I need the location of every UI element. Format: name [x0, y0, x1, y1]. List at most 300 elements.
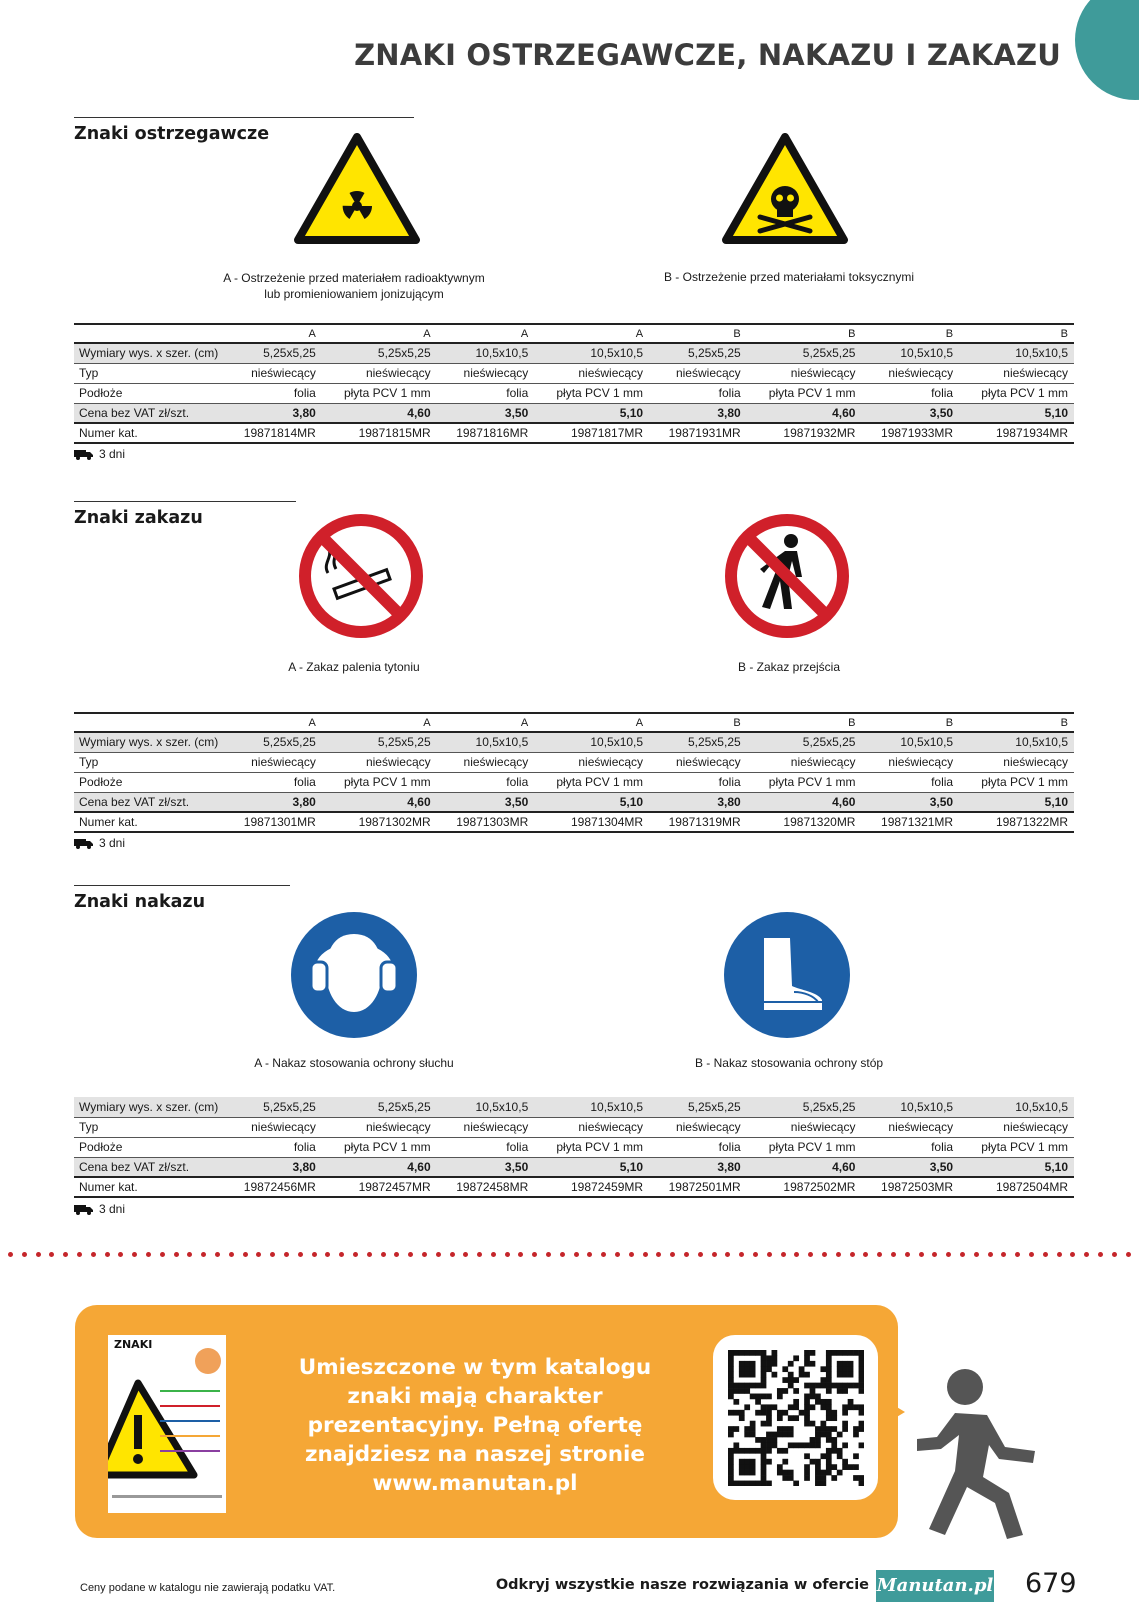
- divider-dot: [132, 1252, 137, 1257]
- variant-letter: A: [322, 324, 437, 343]
- substrate-value: folia: [649, 383, 747, 403]
- section-warning: [74, 117, 1074, 461]
- type-value: nieświecący: [959, 1117, 1074, 1137]
- price-value: 3,50: [437, 1157, 535, 1177]
- divider-dot: [725, 1252, 730, 1257]
- price-value: 3,50: [437, 403, 535, 423]
- sign-caption-a: A - Nakaz stosowania ochrony słuchu: [254, 1056, 454, 1070]
- variant-letter: A: [437, 713, 535, 732]
- divider-dot: [601, 1252, 606, 1257]
- table-row: [74, 1117, 1074, 1137]
- section-rule: [74, 885, 290, 886]
- promo-pointer: [885, 1400, 905, 1424]
- type-value: nieświecący: [534, 363, 649, 383]
- catalog-number: 19872504MR: [959, 1177, 1074, 1197]
- spec-table: [74, 712, 1074, 833]
- sign-caption-b: B - Zakaz przejścia: [737, 660, 841, 674]
- dimension-value: 5,25x5,25: [224, 343, 322, 363]
- divider-dot: [422, 1252, 427, 1257]
- type-value: nieświecący: [224, 752, 322, 772]
- section-rule: [74, 501, 296, 502]
- section-rule: [74, 117, 414, 118]
- dimension-value: 5,25x5,25: [747, 343, 862, 363]
- divider-dot: [298, 1252, 303, 1257]
- price-value: 3,50: [861, 1157, 959, 1177]
- divider-dot: [505, 1252, 510, 1257]
- row-label: Wymiary wys. x szer. (cm): [74, 343, 224, 363]
- price-value: 3,80: [224, 403, 322, 423]
- type-value: nieświecący: [649, 363, 747, 383]
- dimension-value: 10,5x10,5: [534, 732, 649, 752]
- divider-dot: [118, 1252, 123, 1257]
- type-value: nieświecący: [861, 1117, 959, 1137]
- type-value: nieświecący: [747, 1117, 862, 1137]
- catalog-number: 19871814MR: [224, 423, 322, 443]
- section-title: Znaki zakazu: [74, 508, 203, 528]
- dimension-value: 5,25x5,25: [649, 732, 747, 752]
- divider-dot: [270, 1252, 275, 1257]
- type-value: nieświecący: [437, 752, 535, 772]
- divider-dot: [988, 1252, 993, 1257]
- dimension-value: 10,5x10,5: [437, 343, 535, 363]
- catalog-number: 19871931MR: [649, 423, 747, 443]
- price-value: 5,10: [534, 792, 649, 812]
- price-value: 3,50: [861, 792, 959, 812]
- dimension-value: 10,5x10,5: [534, 1097, 649, 1117]
- divider-dot: [587, 1252, 592, 1257]
- spec-table: [74, 323, 1074, 444]
- divider-dot: [1001, 1252, 1006, 1257]
- divider-dot: [615, 1252, 620, 1257]
- divider-dot: [63, 1252, 68, 1257]
- divider-dot: [312, 1252, 317, 1257]
- dimension-value: 10,5x10,5: [959, 343, 1074, 363]
- divider-dot: [1029, 1252, 1034, 1257]
- catalog-number: 19871321MR: [861, 812, 959, 832]
- price-value: 5,10: [534, 403, 649, 423]
- substrate-value: folia: [224, 1137, 322, 1157]
- row-label: Podłoże: [74, 772, 224, 792]
- variant-letter: A: [322, 713, 437, 732]
- divider-dot: [656, 1252, 661, 1257]
- variant-letter: A: [224, 713, 322, 732]
- catalog-cover-thumbnail: [108, 1335, 226, 1513]
- delivery-info: [74, 836, 125, 850]
- caption-line: A - Ostrzeżenie przed materiałem radioaktywnym: [223, 271, 485, 285]
- page-title: ZNAKI OSTRZEGAWCZE, NAKAZU I ZAKAZU: [354, 38, 1061, 72]
- table-row: [74, 752, 1074, 772]
- divider-dot: [767, 1252, 772, 1257]
- catalog-number: 19871934MR: [959, 423, 1074, 443]
- divider-dot: [891, 1252, 896, 1257]
- catalog-number: 19872456MR: [224, 1177, 322, 1197]
- catalog-number: 19871304MR: [534, 812, 649, 832]
- substrate-value: folia: [649, 1137, 747, 1157]
- type-value: nieświecący: [534, 752, 649, 772]
- table-row: [74, 324, 1074, 343]
- divider-dot: [243, 1252, 248, 1257]
- sign-caption-b: B - Ostrzeżenie przed materiałami toksycznymi: [663, 270, 915, 284]
- substrate-value: płyta PCV 1 mm: [534, 772, 649, 792]
- catalog-number: 19871303MR: [437, 812, 535, 832]
- divider-dot: [643, 1252, 648, 1257]
- qr-code-box: [713, 1335, 878, 1500]
- price-value: 5,10: [959, 1157, 1074, 1177]
- catalog-number: 19872501MR: [649, 1177, 747, 1197]
- delivery-info: [74, 447, 125, 461]
- substrate-value: płyta PCV 1 mm: [959, 383, 1074, 403]
- price-value: 3,80: [649, 1157, 747, 1177]
- table-row: [74, 403, 1074, 423]
- dimension-value: 10,5x10,5: [959, 1097, 1074, 1117]
- table-row: [74, 343, 1074, 363]
- type-value: nieświecący: [224, 363, 322, 383]
- type-value: nieświecący: [437, 1117, 535, 1137]
- divider-dot: [1126, 1252, 1131, 1257]
- price-value: 4,60: [747, 792, 862, 812]
- row-label: Wymiary wys. x szer. (cm): [74, 1097, 224, 1117]
- substrate-value: folia: [224, 383, 322, 403]
- dimension-value: 10,5x10,5: [534, 343, 649, 363]
- promo-banner: [75, 1305, 898, 1538]
- footer-cta: Odkryj wszystkie nasze rozwiązania w ofercie: [495, 1577, 869, 1593]
- price-value: 4,60: [322, 1157, 437, 1177]
- price-value: 4,60: [322, 792, 437, 812]
- divider-dot: [450, 1252, 455, 1257]
- table-row: [74, 1177, 1074, 1197]
- delivery-time: 3 dni: [99, 836, 126, 850]
- catalog-number: 19872502MR: [747, 1177, 862, 1197]
- variant-letter: B: [959, 713, 1074, 732]
- price-value: 3,80: [224, 792, 322, 812]
- row-label: [74, 324, 224, 343]
- divider-dot: [77, 1252, 82, 1257]
- dimension-value: 10,5x10,5: [437, 732, 535, 752]
- catalog-number: 19871320MR: [747, 812, 862, 832]
- dimension-value: 5,25x5,25: [649, 343, 747, 363]
- delivery-info: [74, 1202, 125, 1216]
- divider-dot: [684, 1252, 689, 1257]
- divider-dot: [463, 1252, 468, 1257]
- divider-dot: [339, 1252, 344, 1257]
- truck-icon: [74, 838, 94, 849]
- brand-logo[interactable]: Manutan.pl: [876, 1570, 994, 1602]
- catalog-number: 19872459MR: [534, 1177, 649, 1197]
- divider-dot: [215, 1252, 220, 1257]
- price-value: 4,60: [322, 403, 437, 423]
- divider-dot: [1084, 1252, 1089, 1257]
- divider-dot: [960, 1252, 965, 1257]
- catalog-number: 19871933MR: [861, 423, 959, 443]
- table-row: [74, 713, 1074, 732]
- type-value: nieświecący: [861, 752, 959, 772]
- divider-dot: [974, 1252, 979, 1257]
- divider-dot: [794, 1252, 799, 1257]
- table-row: [74, 792, 1074, 812]
- catalog-number: 19871816MR: [437, 423, 535, 443]
- dotted-divider: [0, 1252, 1139, 1262]
- divider-dot: [629, 1252, 634, 1257]
- divider-dot: [739, 1252, 744, 1257]
- catalog-number: 19871302MR: [322, 812, 437, 832]
- catalog-number: 19871817MR: [534, 423, 649, 443]
- catalog-number: 19871319MR: [649, 812, 747, 832]
- divider-dot: [905, 1252, 910, 1257]
- type-value: nieświecący: [534, 1117, 649, 1137]
- section-prohibition: [74, 501, 1074, 850]
- divider-dot: [946, 1252, 951, 1257]
- catalog-number: 19871301MR: [224, 812, 322, 832]
- substrate-value: folia: [861, 383, 959, 403]
- substrate-value: płyta PCV 1 mm: [534, 383, 649, 403]
- type-value: nieświecący: [322, 752, 437, 772]
- row-label: Typ: [74, 752, 224, 772]
- dimension-value: 5,25x5,25: [322, 1097, 437, 1117]
- substrate-value: folia: [861, 1137, 959, 1157]
- price-value: 3,80: [224, 1157, 322, 1177]
- catalog-number: 19871815MR: [322, 423, 437, 443]
- table-row: [74, 812, 1074, 832]
- divider-dot: [932, 1252, 937, 1257]
- catalog-number: 19872457MR: [322, 1177, 437, 1197]
- divider-dot: [174, 1252, 179, 1257]
- running-man-icon: [905, 1365, 1075, 1545]
- dimension-value: 10,5x10,5: [861, 1097, 959, 1117]
- substrate-value: folia: [437, 772, 535, 792]
- variant-letter: A: [224, 324, 322, 343]
- divider-dot: [560, 1252, 565, 1257]
- divider-dot: [712, 1252, 717, 1257]
- divider-dot: [1098, 1252, 1103, 1257]
- substrate-value: folia: [649, 772, 747, 792]
- type-value: nieświecący: [861, 363, 959, 383]
- type-value: nieświecący: [747, 752, 862, 772]
- delivery-time: 3 dni: [99, 1202, 126, 1216]
- type-value: nieświecący: [649, 752, 747, 772]
- divider-dot: [836, 1252, 841, 1257]
- row-label: Numer kat.: [74, 1177, 224, 1197]
- substrate-value: płyta PCV 1 mm: [747, 772, 862, 792]
- divider-dot: [1015, 1252, 1020, 1257]
- divider-dot: [353, 1252, 358, 1257]
- substrate-value: folia: [861, 772, 959, 792]
- substrate-value: płyta PCV 1 mm: [959, 1137, 1074, 1157]
- type-value: nieświecący: [959, 363, 1074, 383]
- variant-letter: B: [861, 324, 959, 343]
- divider-dot: [781, 1252, 786, 1257]
- divider-dot: [394, 1252, 399, 1257]
- dimension-value: 5,25x5,25: [322, 343, 437, 363]
- table-row: [74, 732, 1074, 752]
- row-label: Typ: [74, 363, 224, 383]
- variant-letter: A: [534, 324, 649, 343]
- row-label: Numer kat.: [74, 423, 224, 443]
- divider-dot: [1070, 1252, 1075, 1257]
- catalog-cover-title: ZNAKI: [114, 1338, 153, 1351]
- price-value: 5,10: [959, 792, 1074, 812]
- variant-letter: B: [747, 324, 862, 343]
- substrate-value: płyta PCV 1 mm: [959, 772, 1074, 792]
- section-title: Znaki ostrzegawcze: [74, 124, 270, 144]
- type-value: nieświecący: [224, 1117, 322, 1137]
- foot-protection-sign: [722, 910, 852, 1040]
- type-value: nieświecący: [747, 363, 862, 383]
- divider-dot: [201, 1252, 206, 1257]
- sign-caption-b: B - Nakaz stosowania ochrony stóp: [694, 1056, 884, 1070]
- row-label: Typ: [74, 1117, 224, 1137]
- table-row: [74, 363, 1074, 383]
- type-value: nieświecący: [437, 363, 535, 383]
- substrate-value: płyta PCV 1 mm: [322, 1137, 437, 1157]
- divider-dot: [160, 1252, 165, 1257]
- row-label: Wymiary wys. x szer. (cm): [74, 732, 224, 752]
- divider-dot: [1043, 1252, 1048, 1257]
- price-value: 5,10: [534, 1157, 649, 1177]
- row-label: Numer kat.: [74, 812, 224, 832]
- variant-letter: B: [959, 324, 1074, 343]
- divider-dot: [105, 1252, 110, 1257]
- no-entry-pedestrian-sign: [722, 511, 852, 641]
- table-row: [74, 1097, 1074, 1117]
- catalog-number: 19871322MR: [959, 812, 1074, 832]
- row-label: Cena bez VAT zł/szt.: [74, 792, 224, 812]
- truck-icon: [74, 449, 94, 460]
- divider-dot: [36, 1252, 41, 1257]
- divider-dot: [670, 1252, 675, 1257]
- substrate-value: płyta PCV 1 mm: [747, 1137, 862, 1157]
- dimension-value: 5,25x5,25: [747, 732, 862, 752]
- promo-text: Umieszczone w tym katalogu znaki mają charakter prezentacyjny. Pełną ofertę znajdziesz na naszej stronie www.manutan.pl: [298, 1355, 652, 1496]
- substrate-value: folia: [437, 1137, 535, 1157]
- divider-dot: [1112, 1252, 1117, 1257]
- divider-dot: [850, 1252, 855, 1257]
- row-label: Cena bez VAT zł/szt.: [74, 1157, 224, 1177]
- divider-dot: [187, 1252, 192, 1257]
- variant-letter: B: [649, 713, 747, 732]
- substrate-value: płyta PCV 1 mm: [322, 772, 437, 792]
- divider-dot: [753, 1252, 758, 1257]
- divider-dot: [518, 1252, 523, 1257]
- price-value: 3,50: [437, 792, 535, 812]
- price-value: 5,10: [959, 403, 1074, 423]
- catalog-number: 19872503MR: [861, 1177, 959, 1197]
- no-smoking-sign: [296, 511, 426, 641]
- divider-dot: [877, 1252, 882, 1257]
- footer-vat-note: Ceny podane w katalogu nie zawierają podatku VAT.: [80, 1582, 336, 1594]
- dimension-value: 10,5x10,5: [437, 1097, 535, 1117]
- variant-letter: A: [437, 324, 535, 343]
- price-value: 4,60: [747, 403, 862, 423]
- divider-dot: [698, 1252, 703, 1257]
- type-value: nieświecący: [322, 363, 437, 383]
- table-row: [74, 1157, 1074, 1177]
- table-row: [74, 772, 1074, 792]
- divider-dot: [22, 1252, 27, 1257]
- divider-dot: [863, 1252, 868, 1257]
- variant-letter: B: [649, 324, 747, 343]
- table-row: [74, 383, 1074, 403]
- toxic-warning-sign: [722, 133, 848, 245]
- row-label: Podłoże: [74, 383, 224, 403]
- dimension-value: 10,5x10,5: [959, 732, 1074, 752]
- substrate-value: folia: [224, 772, 322, 792]
- row-label: Podłoże: [74, 1137, 224, 1157]
- divider-dot: [532, 1252, 537, 1257]
- substrate-value: płyta PCV 1 mm: [747, 383, 862, 403]
- variant-letter: A: [534, 713, 649, 732]
- table-row: [74, 423, 1074, 443]
- divider-dot: [284, 1252, 289, 1257]
- dimension-value: 5,25x5,25: [649, 1097, 747, 1117]
- section-title: Znaki nakazu: [74, 892, 206, 912]
- page-number: 679: [1025, 1568, 1077, 1599]
- sign-caption-a: A - Zakaz palenia tytoniu: [288, 660, 420, 674]
- type-value: nieświecący: [649, 1117, 747, 1137]
- divider-dot: [325, 1252, 330, 1257]
- sign-caption-a: [154, 270, 554, 302]
- divider-dot: [381, 1252, 386, 1257]
- price-value: 3,80: [649, 792, 747, 812]
- spec-table: [74, 1097, 1074, 1198]
- divider-dot: [229, 1252, 234, 1257]
- caption-line: lub promieniowaniem jonizującym: [264, 287, 444, 301]
- delivery-time: 3 dni: [99, 447, 126, 461]
- truck-icon: [74, 1204, 94, 1215]
- price-value: 4,60: [747, 1157, 862, 1177]
- hearing-protection-sign: [289, 910, 419, 1040]
- divider-dot: [436, 1252, 441, 1257]
- table-row: [74, 1137, 1074, 1157]
- dimension-value: 5,25x5,25: [322, 732, 437, 752]
- type-value: nieświecący: [959, 752, 1074, 772]
- substrate-value: płyta PCV 1 mm: [322, 383, 437, 403]
- price-value: 3,50: [861, 403, 959, 423]
- divider-dot: [8, 1252, 13, 1257]
- dimension-value: 5,25x5,25: [224, 732, 322, 752]
- dimension-value: 5,25x5,25: [747, 1097, 862, 1117]
- divider-dot: [1057, 1252, 1062, 1257]
- row-label: Cena bez VAT zł/szt.: [74, 403, 224, 423]
- substrate-value: płyta PCV 1 mm: [534, 1137, 649, 1157]
- dimension-value: 10,5x10,5: [861, 343, 959, 363]
- corner-tab: [1075, 0, 1139, 100]
- divider-dot: [146, 1252, 151, 1257]
- divider-dot: [49, 1252, 54, 1257]
- divider-dot: [491, 1252, 496, 1257]
- divider-dot: [91, 1252, 96, 1257]
- divider-dot: [919, 1252, 924, 1257]
- variant-letter: B: [747, 713, 862, 732]
- row-label: [74, 713, 224, 732]
- divider-dot: [574, 1252, 579, 1257]
- divider-dot: [408, 1252, 413, 1257]
- type-value: nieświecący: [322, 1117, 437, 1137]
- dimension-value: 10,5x10,5: [861, 732, 959, 752]
- divider-dot: [546, 1252, 551, 1257]
- divider-dot: [256, 1252, 261, 1257]
- divider-dot: [822, 1252, 827, 1257]
- price-value: 3,80: [649, 403, 747, 423]
- qr-code-icon[interactable]: [728, 1350, 864, 1486]
- catalog-number: 19872458MR: [437, 1177, 535, 1197]
- variant-letter: B: [861, 713, 959, 732]
- section-mandatory: [74, 885, 1074, 1225]
- dimension-value: 5,25x5,25: [224, 1097, 322, 1117]
- substrate-value: folia: [437, 383, 535, 403]
- catalog-number: 19871932MR: [747, 423, 862, 443]
- radiation-warning-sign: [294, 133, 420, 245]
- divider-dot: [808, 1252, 813, 1257]
